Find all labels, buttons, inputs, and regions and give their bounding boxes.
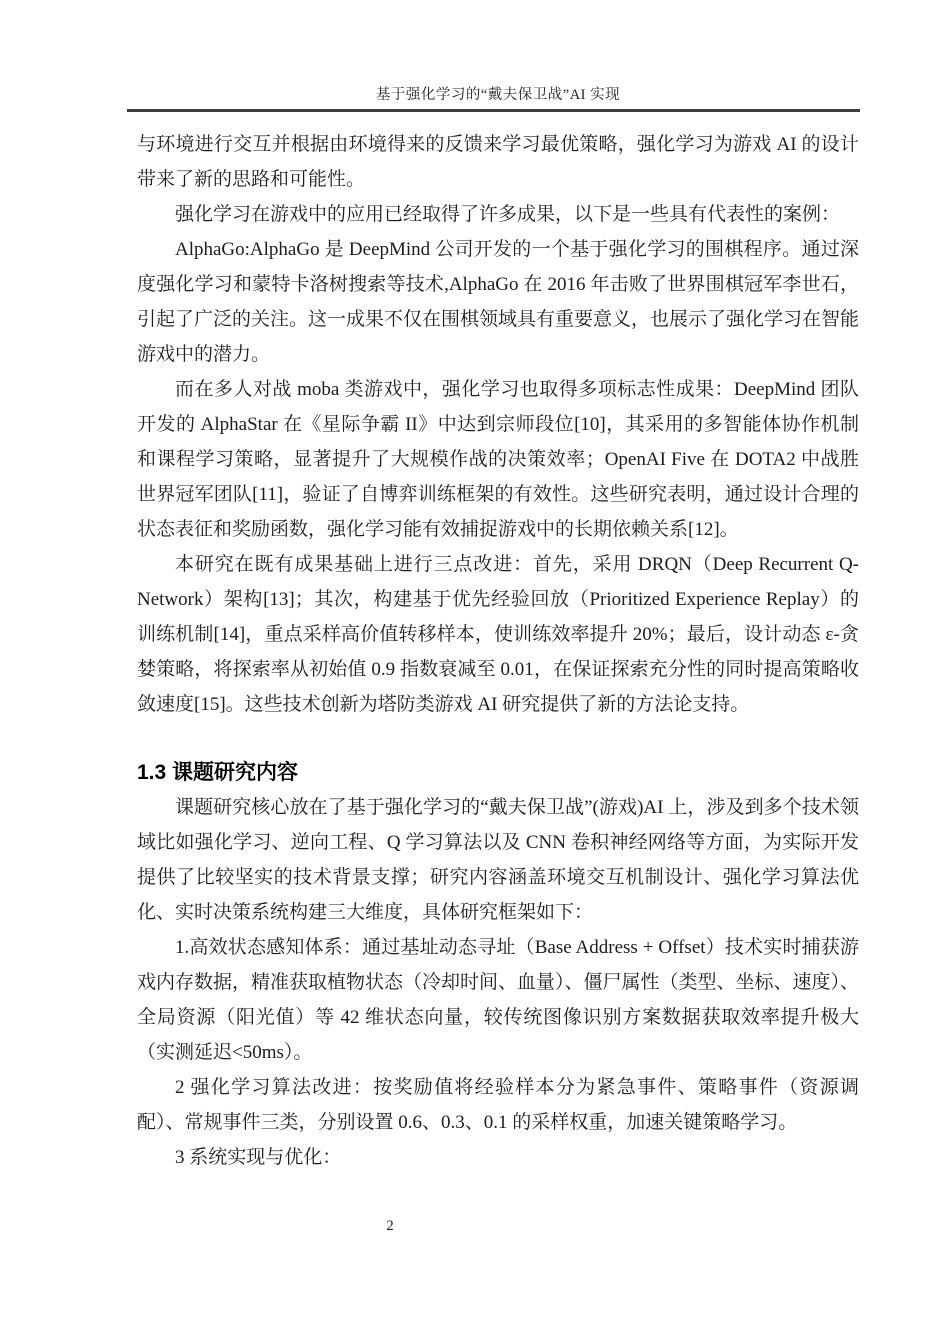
body-paragraph: 2 强化学习算法改进：按奖励值将经验样本分为紧急事件、策略事件（资源调配）、常规事件三类，分别设置 0.6、0.3、0.1 的采样权重，加速关键策略学习。 bbox=[137, 1077, 859, 1133]
body-paragraph: 3 系统实现与优化： bbox=[175, 1147, 342, 1168]
running-head-title: 基于强化学习的“戴夫保卫战”AI 实现 bbox=[375, 87, 621, 103]
section-heading: 1.3 课题研究内容 bbox=[137, 761, 299, 784]
body-paragraph: 1.高效状态感知体系：通过基址动态寻址（Base Address + Offset）技术实时捕获游戏内存数据，精准获取植物状态（冷却时间、血量）、僵尸属性（类型、坐标、速度）、全局资源（阳光值）等 42 维状态向量，较传统图像识别方案数据获取效率提升极大（实测延迟<50ms）。 bbox=[137, 937, 860, 1063]
body-paragraph: 课题研究核心放在了基于强化学习的“戴夫保卫战”(游戏)AI 上，涉及到多个技术领域比如强化学习、逆向工程、Q 学习算法以及 CNN 卷积神经网络等方面，为实际开发提供了比较坚实的技术背景支撑；研究内容涵盖环境交互机制设计、强化学习算法优化、实时决策系统构建三大维度，具体研究框架如下： bbox=[137, 797, 859, 923]
body-paragraph: 而在多人对战 moba 类游戏中，强化学习也取得多项标志性成果：DeepMind 团队开发的 AlphaStar 在《星际争霸 II》中达到宗师段位[10]，其采用的多智能体协作机制和课程学习策略，显著提升了大规模作战的决策效率；OpenAI Five 在 DOTA2 中战胜世界冠军团队[11]，验证了自博弈训练框架的有效性。这些研究表明，通过设计合理的状态表征和奖励函数，强化学习能有效捕捉游戏中的长期依赖关系[12]。 bbox=[137, 379, 859, 540]
body-paragraph: AlphaGo:AlphaGo 是 DeepMind 公司开发的一个基于强化学习的围棋程序。通过深度强化学习和蒙特卡洛树搜索等技术,AlphaGo 在 2016 年击败了世界围棋冠军李世石，引起了广泛的关注。这一成果不仅在围棋领域具有重要意义，也展示了强化学习在智能游戏中的潜力。 bbox=[137, 239, 860, 365]
body-paragraph: 与环境进行交互并根据由环境得来的反馈来学习最优策略，强化学习为游戏 AI 的设计带来了新的思路和可能性。 bbox=[137, 134, 859, 190]
page-body bbox=[137, 127, 859, 1175]
header-divider-rule bbox=[127, 109, 860, 112]
body-paragraph: 强化学习在游戏中的应用已经取得了许多成果，以下是一些具有代表性的案例： bbox=[175, 204, 841, 225]
body-paragraph: 本研究在既有成果基础上进行三点改进：首先，采用 DRQN（Deep Recurrent Q-Network）架构[13]；其次，构建基于优先经验回放（Prioritized Experience Replay）的训练机制[14]，重点采样高价值转移样本，使训练效率提升 20%；最后，设计动态 ε-贪婪策略，将探索率从初始值 0.9 指数衰减至 0.01，在保证探索充分性的同时提高策略收敛速度[15]。这些技术创新为塔防类游戏 AI 研究提供了新的方法论支持。 bbox=[137, 554, 859, 715]
page-number: 2 bbox=[386, 1218, 394, 1234]
